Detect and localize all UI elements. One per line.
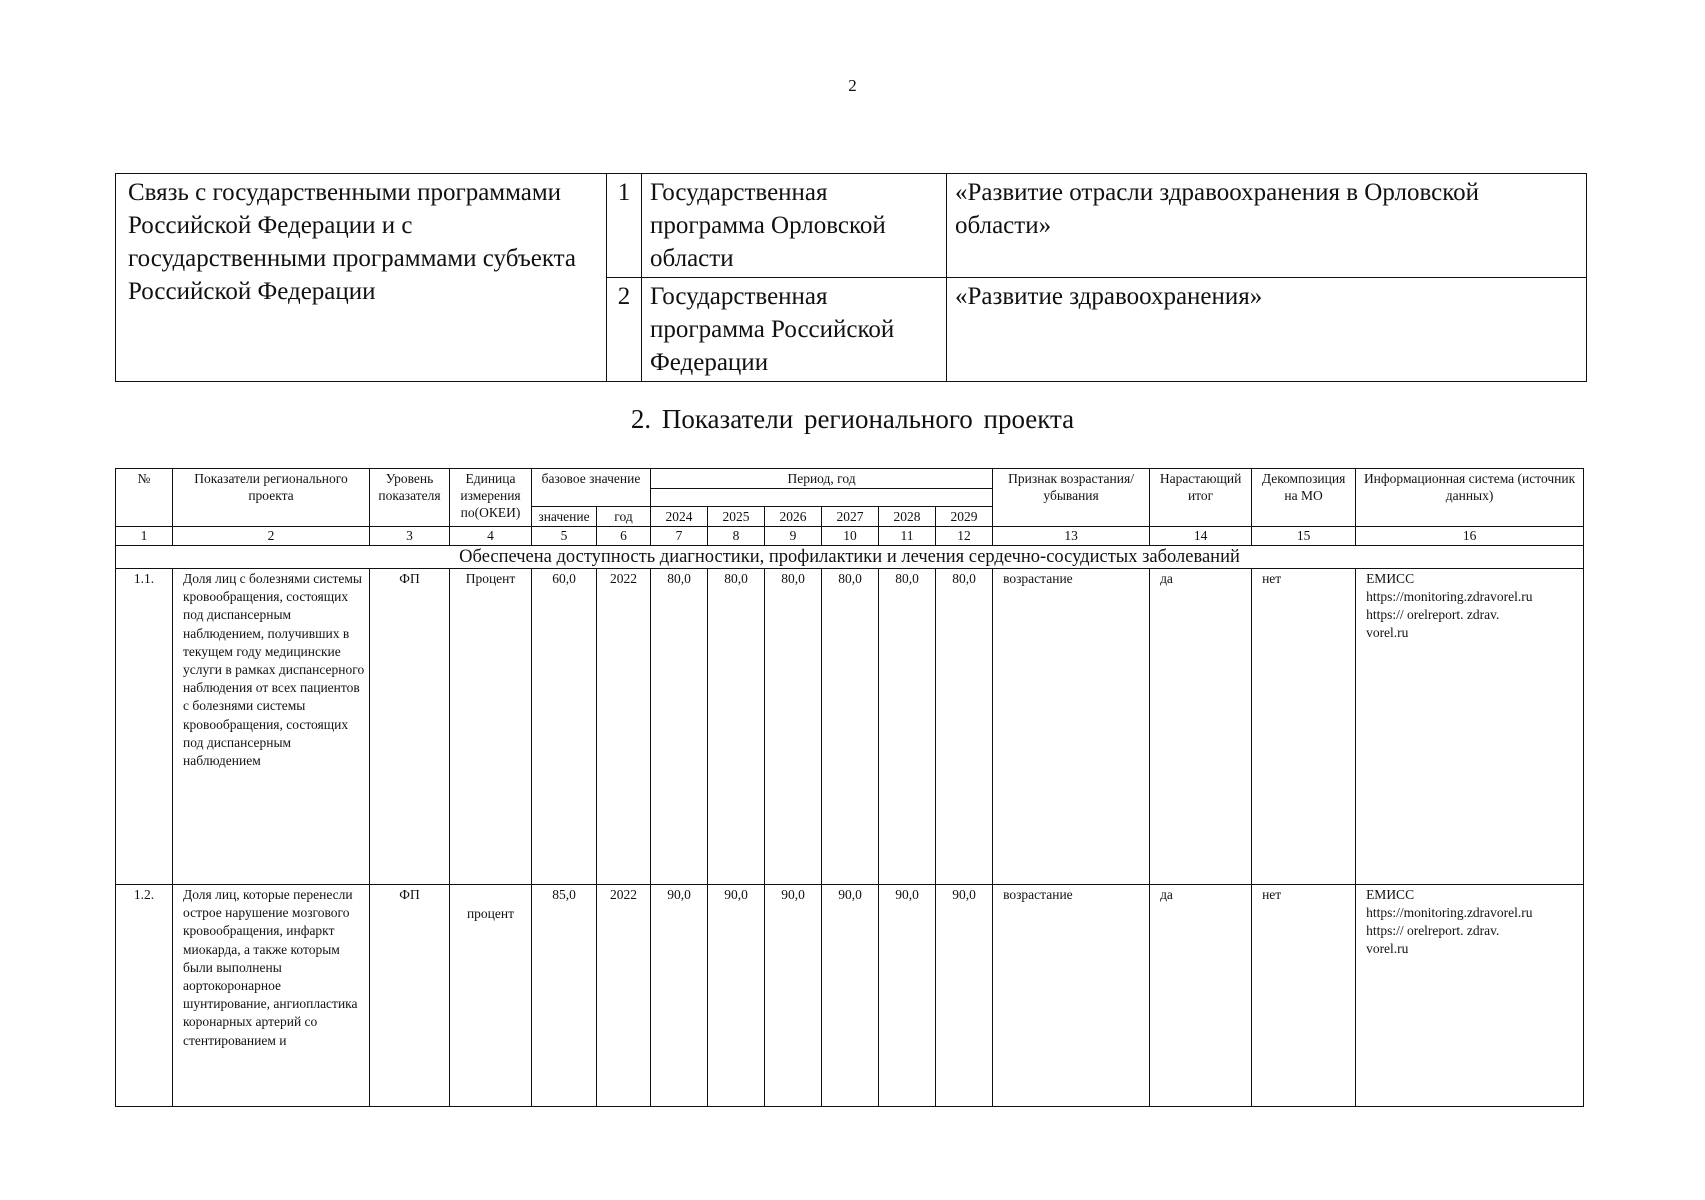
info-system-line: ЕМИСС <box>1366 887 1415 902</box>
year-value: 90,0 <box>822 885 879 1107</box>
decomposition: нет <box>1252 569 1356 885</box>
table-row <box>116 885 1584 1107</box>
programs-link-label: Связь с государственными программами Российской Федерации и с государственными программами субъекта Российской Федерации <box>116 174 607 382</box>
info-system-link: https://monitoring.zdravorel.ru <box>1366 589 1533 604</box>
base-year: 2022 <box>597 885 651 1107</box>
year-value: 80,0 <box>651 569 708 885</box>
column-number: 8 <box>708 527 765 546</box>
header-period: Период, год <box>651 469 993 489</box>
info-system-line: ЕМИСС <box>1366 571 1415 586</box>
column-number: 1 <box>116 527 173 546</box>
header-year: 2026 <box>765 507 822 527</box>
column-number: 13 <box>993 527 1150 546</box>
column-number: 9 <box>765 527 822 546</box>
row-number: 1.2. <box>116 885 173 1107</box>
indicator-name: Доля лиц с болезнями системы кровообращения, состоящих под диспансерным наблюдением, получивших в текущем году медицинские услуги в рамках диспансерного наблюдения от всех пациентов с болезнями системы кровообращения, состоящих под диспансерным наблюдением <box>173 569 370 885</box>
group-title: Обеспечена доступность диагностики, профилактики и лечения сердечно-сосудистых заболеваний <box>116 546 1584 569</box>
year-value: 80,0 <box>879 569 936 885</box>
header-base-year: год <box>597 507 651 527</box>
program-type: Государственная программа Российской Федерации <box>642 278 947 382</box>
column-number: 6 <box>597 527 651 546</box>
year-value: 90,0 <box>879 885 936 1107</box>
info-system-link: vorel.ru <box>1366 625 1409 640</box>
cumulative-total: да <box>1150 885 1252 1107</box>
trend-sign: возрастание <box>993 569 1150 885</box>
info-system-link: https:// orelreport. zdrav. <box>1366 607 1500 622</box>
column-number: 10 <box>822 527 879 546</box>
info-system <box>1356 885 1584 1107</box>
header-row-1 <box>116 469 1584 489</box>
header-trend: Признак возрастания/убывания <box>993 469 1150 527</box>
header-cumulative: Нарастающий итог <box>1150 469 1252 527</box>
indicator-unit: процент <box>450 885 532 1107</box>
indicator-level: ФП <box>370 885 450 1107</box>
column-number: 5 <box>532 527 597 546</box>
column-number: 4 <box>450 527 532 546</box>
header-period-spacer <box>651 489 993 507</box>
cumulative-total: да <box>1150 569 1252 885</box>
indicators-table <box>115 468 1584 1107</box>
year-value: 90,0 <box>765 885 822 1107</box>
base-value: 60,0 <box>532 569 597 885</box>
column-number: 14 <box>1150 527 1252 546</box>
info-system <box>1356 569 1584 885</box>
header-base-value: значение <box>532 507 597 527</box>
header-num: № <box>116 469 173 527</box>
program-row-1 <box>116 174 1587 278</box>
header-level: Уровень показателя <box>370 469 450 527</box>
table-row <box>116 569 1584 885</box>
group-row <box>116 546 1584 569</box>
trend-sign: возрастание <box>993 885 1150 1107</box>
year-value: 80,0 <box>765 569 822 885</box>
year-value: 90,0 <box>936 885 993 1107</box>
year-value: 80,0 <box>708 569 765 885</box>
column-number: 2 <box>173 527 370 546</box>
base-value: 85,0 <box>532 885 597 1107</box>
indicator-unit: Процент <box>450 569 532 885</box>
column-number: 11 <box>879 527 936 546</box>
row-number: 1.1. <box>116 569 173 885</box>
header-year: 2029 <box>936 507 993 527</box>
header-base: базовое значение <box>532 469 651 507</box>
column-number: 7 <box>651 527 708 546</box>
info-system-link: https://monitoring.zdravorel.ru <box>1366 905 1533 920</box>
header-year: 2024 <box>651 507 708 527</box>
column-number: 12 <box>936 527 993 546</box>
indicator-name: Доля лиц, которые перенесли острое нарушение мозгового кровообращения, инфаркт миокарда, а также которым были выполнены аортокоронарное шунтирование, ангиопластика коронарных артерий со стентированием и <box>173 885 370 1107</box>
header-unit: Единица измерения по(ОКЕИ) <box>450 469 532 527</box>
indicator-level: ФП <box>370 569 450 885</box>
year-value: 80,0 <box>822 569 879 885</box>
page-number: 2 <box>848 76 857 95</box>
program-name: «Развитие отрасли здравоохранения в Орловской области» <box>947 174 1587 278</box>
column-numbers-row <box>116 527 1584 546</box>
program-name: «Развитие здравоохранения» <box>947 278 1587 382</box>
header-year: 2027 <box>822 507 879 527</box>
base-year: 2022 <box>597 569 651 885</box>
section-title: 2. Показатели регионального проекта <box>630 404 1075 434</box>
column-number: 16 <box>1356 527 1584 546</box>
programs-link-table <box>115 173 1587 382</box>
header-info-system: Информационная система (источник данных) <box>1356 469 1584 527</box>
program-type: Государственная программа Орловской области <box>642 174 947 278</box>
column-number: 15 <box>1252 527 1356 546</box>
header-year: 2028 <box>879 507 936 527</box>
info-system-link: vorel.ru <box>1366 941 1409 956</box>
program-number: 1 <box>607 174 642 278</box>
decomposition: нет <box>1252 885 1356 1107</box>
info-system-link: https:// orelreport. zdrav. <box>1366 923 1500 938</box>
year-value: 80,0 <box>936 569 993 885</box>
column-number: 3 <box>370 527 450 546</box>
program-number: 2 <box>607 278 642 382</box>
year-value: 90,0 <box>708 885 765 1107</box>
header-year: 2025 <box>708 507 765 527</box>
header-decomposition: Декомпозиция на МО <box>1252 469 1356 527</box>
year-value: 90,0 <box>651 885 708 1107</box>
header-indicator: Показатели регионального проекта <box>173 469 370 527</box>
